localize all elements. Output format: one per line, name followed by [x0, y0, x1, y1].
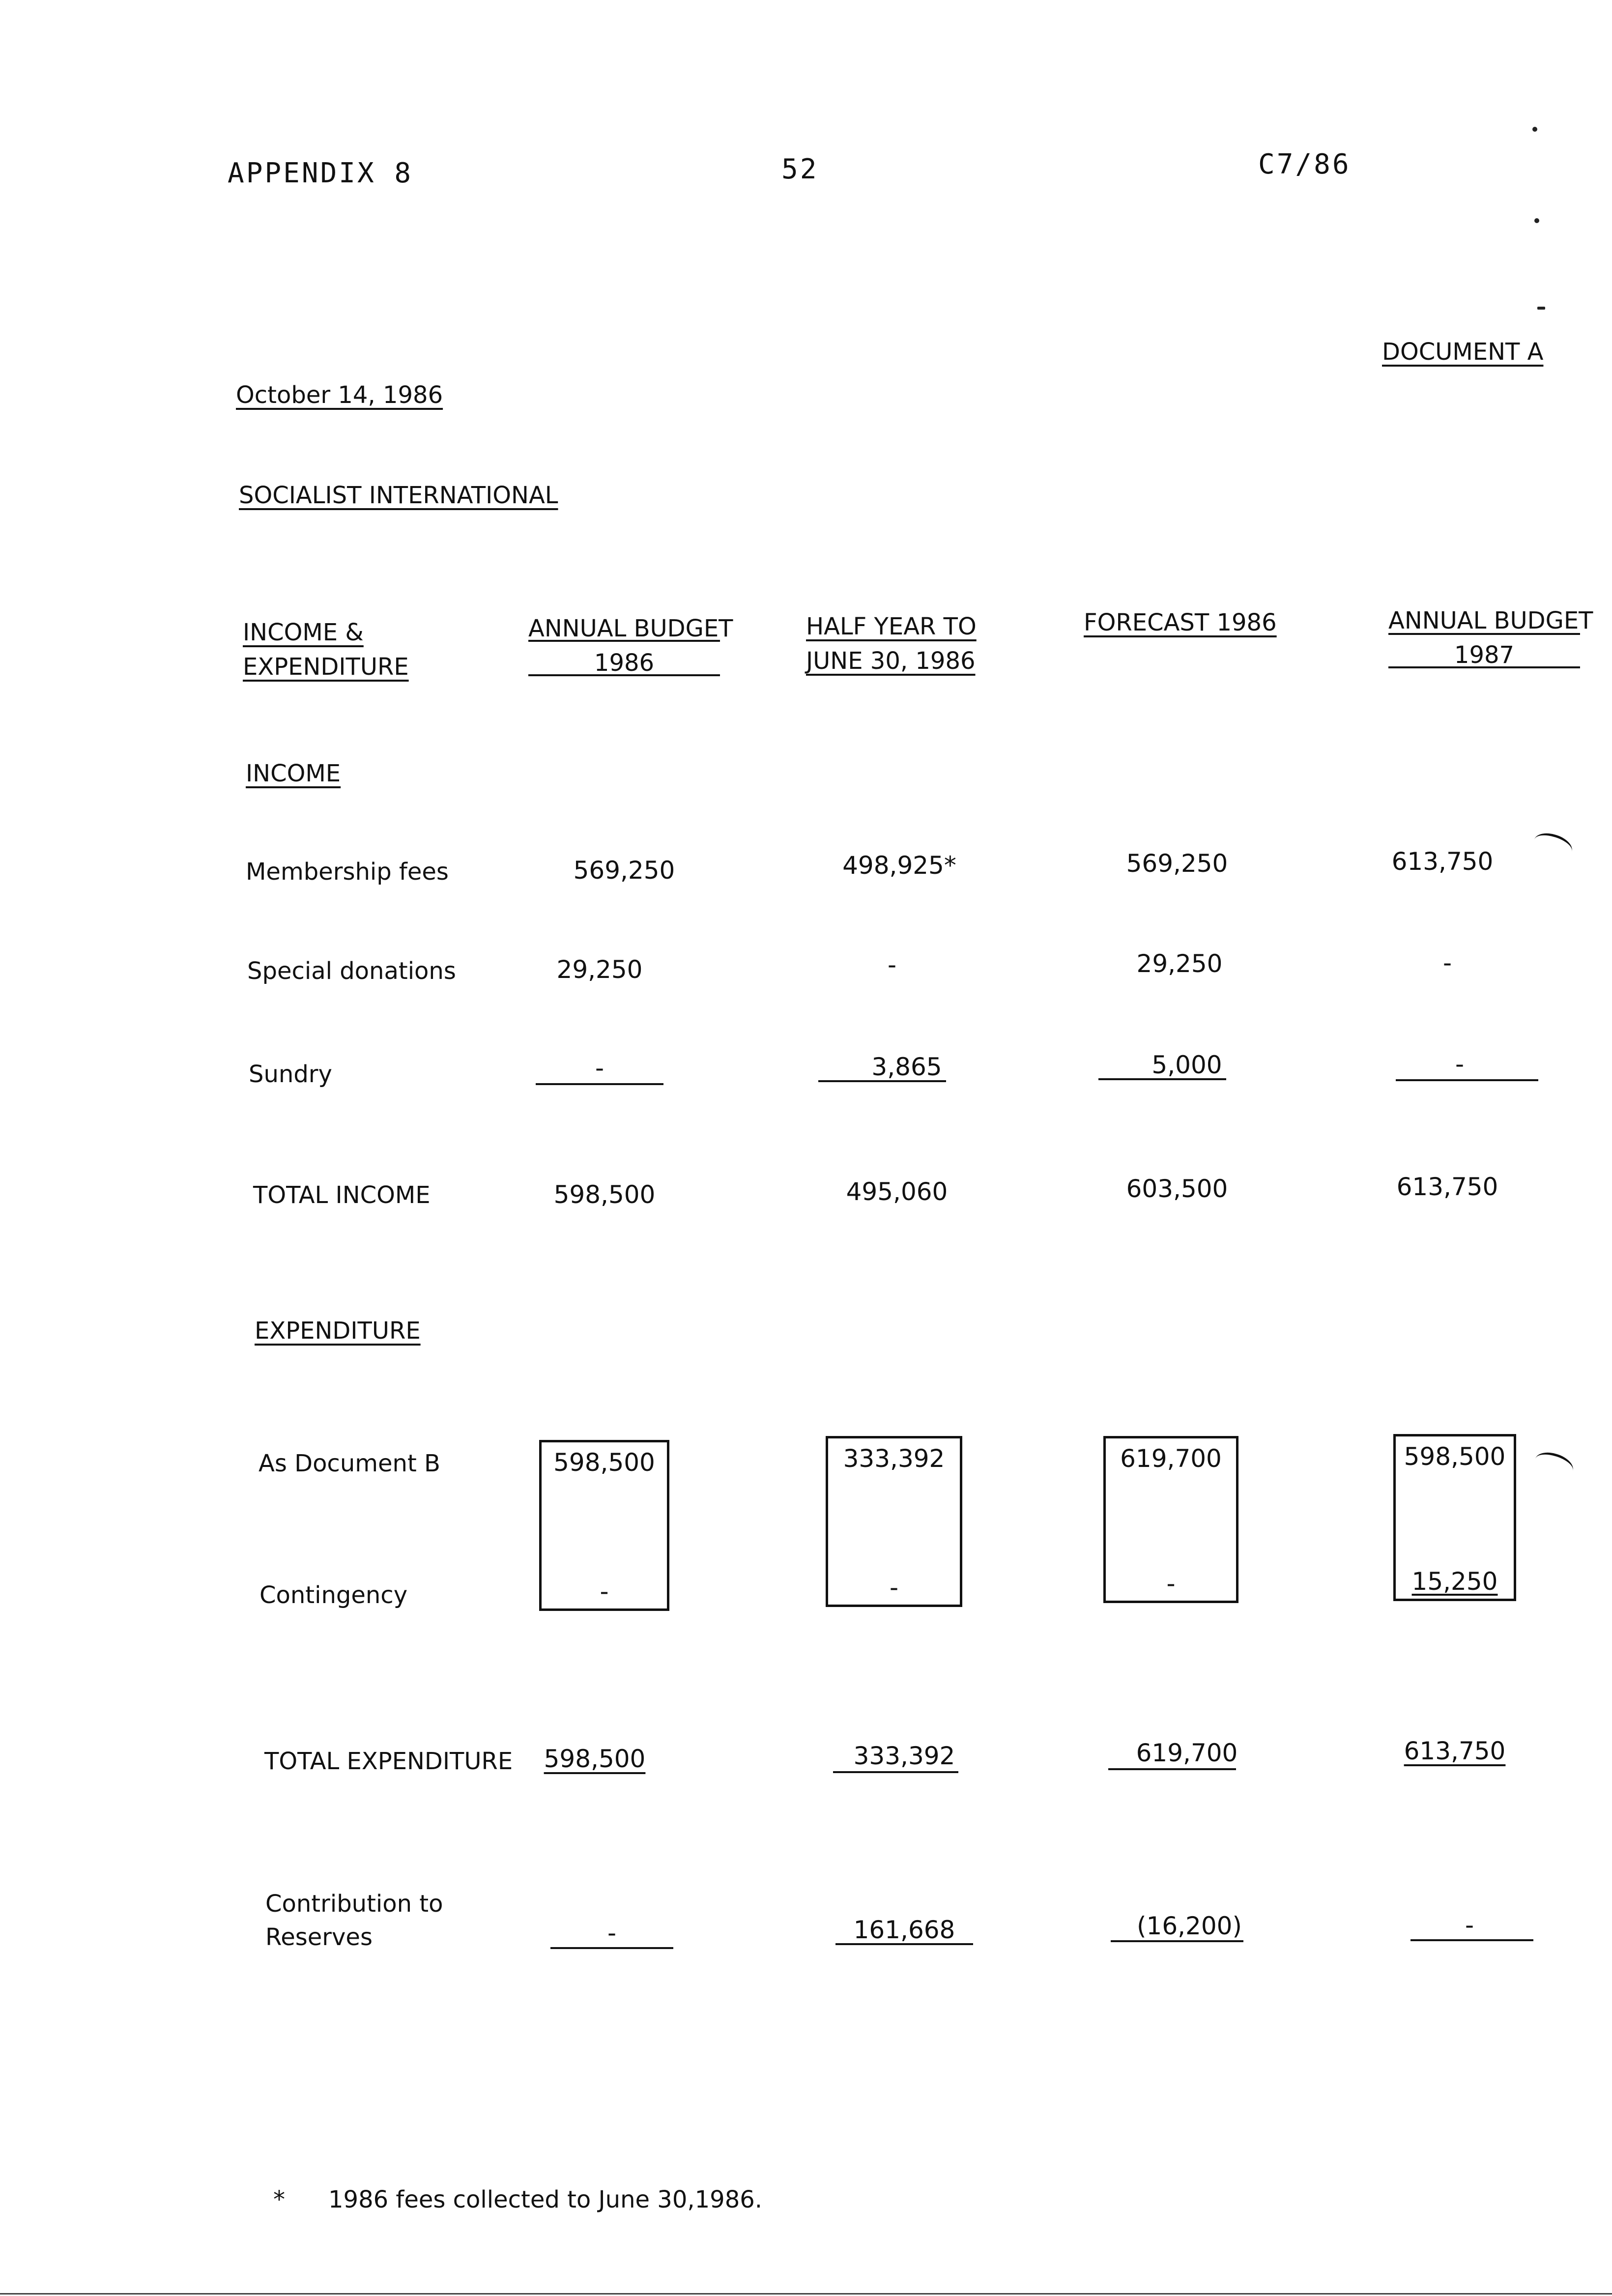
contribution-budget-1986: -: [607, 1919, 617, 1947]
total-income-half-year: 495,060: [846, 1177, 948, 1206]
total-income-budget-1986: 598,500: [553, 1180, 656, 1209]
expenditure-heading: EXPENDITURE: [255, 1317, 421, 1345]
row-label-as-document-b: As Document B: [259, 1450, 440, 1477]
row-label-total-income: TOTAL INCOME: [253, 1181, 431, 1209]
total-expenditure-forecast: 619,700: [1136, 1739, 1238, 1767]
sundry-budget-1987: -: [1455, 1050, 1465, 1078]
expenditure-box-forecast: [1103, 1436, 1238, 1603]
membership-fees-forecast: 569,250: [1126, 849, 1228, 878]
contingency-forecast: -: [1166, 1569, 1176, 1598]
special-donations-budget-1986: 29,250: [556, 955, 643, 984]
membership-fees-budget-1987: 613,750: [1391, 847, 1494, 876]
sundry-forecast: 5,000: [1151, 1051, 1222, 1079]
column-header-half-year: HALF YEAR TO JUNE 30, 1986: [806, 613, 977, 675]
as-document-b-half-year: 333,392: [843, 1444, 945, 1473]
sundry-half-year: 3,865: [871, 1053, 942, 1081]
membership-fees-half-year: 498,925*: [842, 851, 956, 880]
total-expenditure-budget-1987: 613,750: [1404, 1737, 1506, 1765]
expenditure-box-budget-1987: [1393, 1434, 1516, 1601]
contribution-half-year: 161,668: [853, 1916, 955, 1944]
appendix-label: APPENDIX 8: [228, 157, 413, 189]
row-label-contribution-to-reserves: Contribution to Reserves: [265, 1890, 443, 1951]
column-header-budget-1986: ANNUAL BUDGET 1986: [528, 615, 733, 677]
contingency-budget-1987: 15,250: [1411, 1567, 1498, 1596]
row-label-special-donations: Special donations: [247, 957, 456, 985]
contribution-budget-1987: -: [1465, 1911, 1474, 1939]
sundry-budget-1986: -: [595, 1054, 604, 1082]
organization-name: SOCIALIST INTERNATIONAL: [239, 482, 558, 509]
footnote-mark: *: [273, 2186, 285, 2213]
special-donations-forecast: 29,250: [1136, 949, 1223, 978]
contribution-forecast: (16,200): [1137, 1912, 1242, 1940]
row-label-membership-fees: Membership fees: [246, 858, 449, 886]
as-document-b-budget-1987: 598,500: [1404, 1442, 1506, 1471]
row-label-sundry: Sundry: [249, 1061, 332, 1088]
membership-fees-budget-1986: 569,250: [573, 856, 675, 885]
row-label-contingency: Contingency: [259, 1581, 408, 1609]
total-expenditure-half-year: 333,392: [853, 1742, 955, 1770]
row-header: INCOME & EXPENDITURE: [243, 619, 409, 681]
column-header-forecast-1986: FORECAST 1986: [1084, 609, 1277, 636]
column-header-budget-1987: ANNUAL BUDGET 1987: [1388, 607, 1593, 669]
total-income-forecast: 603,500: [1126, 1175, 1228, 1203]
income-heading: INCOME: [246, 760, 341, 787]
special-donations-half-year: -: [887, 950, 897, 979]
as-document-b-forecast: 619,700: [1120, 1444, 1222, 1473]
expenditure-box-half-year: [826, 1436, 962, 1607]
row-label-total-expenditure: TOTAL EXPENDITURE: [264, 1748, 513, 1775]
as-document-b-budget-1986: 598,500: [553, 1448, 655, 1477]
document-label: DOCUMENT A: [1382, 338, 1544, 366]
contingency-half-year: -: [889, 1573, 899, 1602]
document-date: October 14, 1986: [236, 381, 443, 409]
document-reference: C7/86: [1258, 148, 1351, 180]
total-expenditure-budget-1986: 598,500: [544, 1745, 646, 1773]
footnote-text: 1986 fees collected to June 30,1986.: [328, 2186, 763, 2213]
expenditure-box-budget-1986: [539, 1440, 669, 1611]
contingency-budget-1986: -: [600, 1577, 609, 1606]
page-number: 52: [781, 153, 819, 185]
total-income-budget-1987: 613,750: [1396, 1173, 1498, 1201]
special-donations-budget-1987: -: [1442, 948, 1452, 977]
